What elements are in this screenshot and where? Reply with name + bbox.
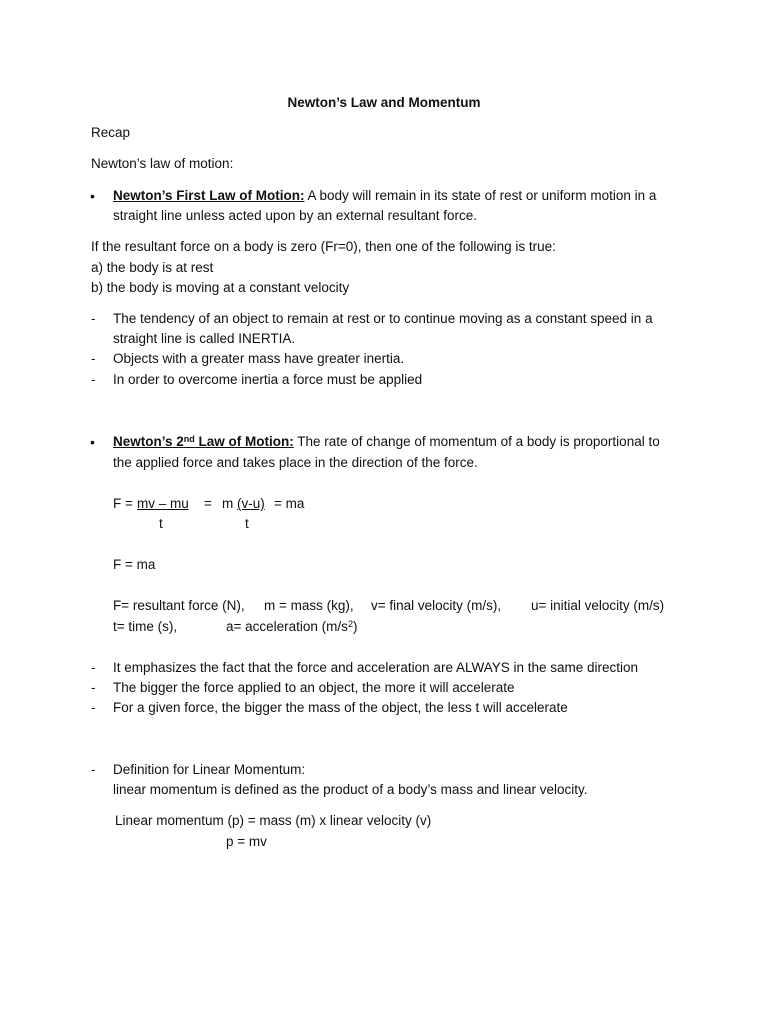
equation-numerator-2: (v-u) (237, 496, 265, 511)
equation-denominator-2: t (245, 516, 249, 531)
equation-numerator-1: mv – mu (137, 496, 189, 511)
second-law-point-1: It emphasizes the fact that the force and acceleration are ALWAYS in the same direction (113, 660, 639, 675)
equation-f-equals: F = (113, 496, 133, 511)
inertia-point-2: Objects with a greater mass have greater inertia. (113, 351, 405, 366)
second-law-heading: Newton’s 2nd Law of Motion: (113, 434, 294, 449)
intro-text: Newton’s law of motion: (91, 156, 234, 171)
dash-glyph: - (91, 680, 96, 695)
dash-glyph: - (91, 660, 96, 675)
recap-label: Recap (91, 125, 131, 140)
variable-t: t= time (s), (113, 619, 178, 634)
resultant-line2: a) the body is at rest (91, 260, 214, 275)
equation-f-ma: F = ma (113, 557, 156, 572)
equation-equals-ma: = ma (274, 496, 305, 511)
equation-denominator-1: t (159, 516, 163, 531)
second-law-line2: the applied force and takes place in the direction of the force. (113, 455, 478, 470)
equation-m: m (222, 496, 234, 511)
second-law-text: The rate of change of momentum of a body is proportional to (293, 434, 660, 449)
first-law-line1 (113, 188, 656, 204)
dash-glyph: - (91, 372, 96, 387)
second-law-point-3: For a given force, the bigger the mass of the object, the less t will accelerate (113, 700, 568, 715)
equation-equals-2: = (204, 496, 212, 511)
dash-glyph: - (91, 762, 96, 777)
resultant-line3: b) the body is moving at a constant velocity (91, 280, 350, 295)
dash-glyph: - (91, 311, 96, 326)
momentum-definition: linear momentum is defined as the product of a body’s mass and linear velocity. (113, 782, 588, 797)
variable-v: v= final velocity (m/s), (371, 598, 502, 613)
second-law-line1 (113, 434, 660, 450)
dash-glyph: - (91, 351, 96, 366)
inertia-point-1-line1: The tendency of an object to remain at rest or to continue moving as a constant speed in a (113, 311, 653, 326)
second-law-point-2: The bigger the force applied to an object, the more it will accelerate (113, 680, 515, 695)
variable-a: a= acceleration $(m/s^2)$ (226, 619, 358, 634)
inertia-point-1-line2: straight line is called INERTIA. (113, 331, 296, 346)
inertia-point-3: In order to overcome inertia a force must be applied (113, 372, 423, 387)
resultant-line1: If the resultant force on a body is zero (Fr=0), then one of the following is true: (91, 239, 556, 254)
momentum-heading: Definition for Linear Momentum: (113, 762, 306, 777)
momentum-formula: Linear momentum (p) = mass (m) x linear velocity (v) (115, 813, 432, 828)
first-law-line2: straight line unless acted upon by an external resultant force. (113, 208, 477, 223)
first-law-text: A body will remain in its state of rest or uniform motion in a (304, 188, 657, 203)
variable-m: m = mass (kg), (264, 598, 354, 613)
dash-glyph: - (91, 700, 96, 715)
bullet-glyph: • (90, 188, 95, 204)
bullet-glyph: • (90, 434, 95, 450)
variable-f: F= resultant force (N), (113, 598, 245, 613)
first-law-heading: Newton’s First Law of Motion: (113, 188, 305, 203)
variable-u: u= initial velocity (m/s) (531, 598, 665, 613)
document-title: Newton’s Law and Momentum (287, 95, 481, 110)
momentum-short-formula: p = mv (226, 834, 267, 849)
